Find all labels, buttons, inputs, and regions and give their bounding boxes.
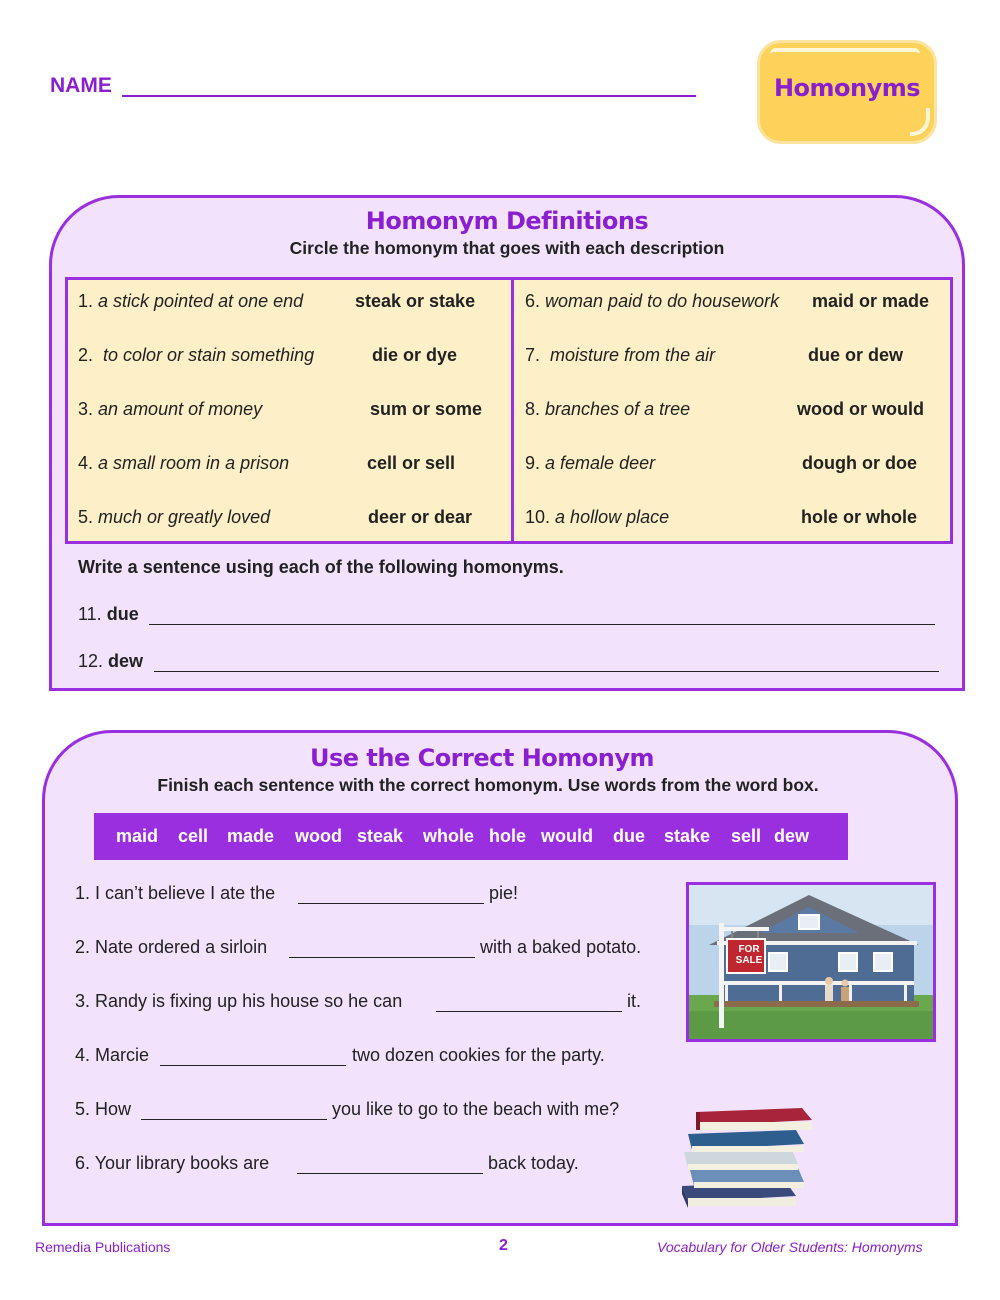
- correct-homonym-instructions: Finish each sentence with the correct homonym. Use words from the word box.: [157, 775, 819, 795]
- answer-blank[interactable]: [297, 1173, 483, 1174]
- word-box-word: whole: [423, 826, 475, 846]
- definition-item: 7. moisture from the air: [525, 345, 716, 365]
- definition-item: 4. a small room in a prison: [78, 453, 290, 473]
- homonym-choices[interactable]: hole or whole: [801, 507, 918, 527]
- fill-in-question: 5. How: [75, 1099, 132, 1119]
- homonym-choices[interactable]: steak or stake: [355, 291, 476, 311]
- house-illustration: [689, 885, 933, 1039]
- word-box: [94, 813, 848, 860]
- homonym-choices[interactable]: maid or made: [812, 291, 930, 311]
- definitions-instructions: Circle the homonym that goes with each description: [289, 238, 725, 258]
- book-stack-image: [678, 1106, 818, 1212]
- topic-badge-label: Homonyms: [773, 74, 921, 102]
- homonym-choices[interactable]: wood or would: [797, 399, 924, 419]
- name-label: NAME: [50, 74, 112, 97]
- definition-item: 1. a stick pointed at one end: [78, 291, 304, 311]
- homonym-choices[interactable]: die or dye: [372, 345, 458, 365]
- definition-item: 2. to color or stain something: [78, 345, 315, 365]
- sign-text-line: SALE: [735, 955, 763, 966]
- badge-highlight: [770, 48, 920, 60]
- name-line[interactable]: [122, 95, 696, 97]
- definition-item: 6. woman paid to do housework: [525, 291, 780, 311]
- definitions-table-divider: [511, 277, 514, 544]
- fill-in-question-end: two dozen cookies for the party.: [352, 1045, 605, 1065]
- fill-in-question-end: with a baked potato.: [480, 937, 642, 957]
- fill-in-question: 6. Your library books are: [75, 1153, 270, 1173]
- definitions-title: Homonym Definitions: [365, 207, 649, 235]
- house-for-sale-image: [686, 882, 936, 1042]
- answer-blank[interactable]: [436, 1011, 622, 1012]
- word-box-word: sell: [731, 826, 762, 846]
- fill-in-question: 1. I can’t believe I ate the: [75, 883, 276, 903]
- sign-text-line: FOR: [738, 944, 760, 955]
- footer-publisher: Remedia Publications: [35, 1239, 171, 1255]
- answer-blank[interactable]: [289, 957, 475, 958]
- word-box-word: dew: [774, 826, 810, 846]
- page-number: 2: [499, 1237, 508, 1254]
- word-box-word: would: [541, 826, 593, 846]
- for-sale-sign: [730, 944, 768, 966]
- word-box-word: made: [227, 826, 275, 846]
- homonym-choices[interactable]: sum or some: [370, 399, 483, 419]
- fill-in-question-end: back today.: [488, 1153, 579, 1173]
- word-box-word: cell: [178, 826, 209, 846]
- homonym-choices[interactable]: dough or doe: [802, 453, 917, 473]
- word-box-word: hole: [489, 826, 527, 846]
- homonym-choices[interactable]: due or dew: [808, 345, 904, 365]
- fill-in-question-end: pie!: [489, 883, 519, 903]
- sentence-answer-line[interactable]: [149, 624, 935, 625]
- word-box-word: wood: [295, 826, 342, 846]
- definition-item: 10. a hollow place: [525, 507, 670, 527]
- definition-item: 5. much or greatly loved: [78, 507, 271, 527]
- answer-blank[interactable]: [160, 1065, 346, 1066]
- definition-item: 8. branches of a tree: [525, 399, 691, 419]
- sentence-prompt: 12. dew: [78, 651, 144, 671]
- homonym-choices[interactable]: cell or sell: [367, 453, 456, 473]
- homonym-choices[interactable]: deer or dear: [368, 507, 473, 527]
- fill-in-question: 2. Nate ordered a sirloin: [75, 937, 268, 957]
- sentence-prompt: 11. due: [78, 604, 139, 624]
- correct-homonym-title: Use the Correct Homonym: [309, 744, 654, 772]
- word-box-word: stake: [664, 826, 711, 846]
- word-box-word: due: [613, 826, 646, 846]
- fill-in-question-end: it.: [627, 991, 642, 1011]
- fill-in-question: 4. Marcie: [75, 1045, 150, 1065]
- definition-item: 3. an amount of money: [78, 399, 263, 419]
- sentence-instructions: Write a sentence using each of the following homonyms.: [78, 557, 564, 577]
- footer-book-title: Vocabulary for Older Students: Homonyms: [657, 1239, 923, 1255]
- sentence-answer-line[interactable]: [154, 671, 939, 672]
- fill-in-question: 3. Randy is fixing up his house so he can: [75, 991, 403, 1011]
- fill-in-question-end: you like to go to the beach with me?: [332, 1099, 620, 1119]
- definition-item: 9. a female deer: [525, 453, 656, 473]
- answer-blank[interactable]: [298, 903, 484, 904]
- word-box-word: steak: [357, 826, 404, 846]
- word-box-word: maid: [116, 826, 159, 846]
- answer-blank[interactable]: [141, 1119, 327, 1120]
